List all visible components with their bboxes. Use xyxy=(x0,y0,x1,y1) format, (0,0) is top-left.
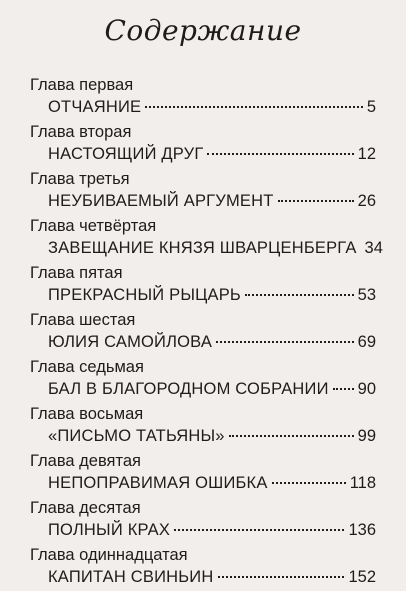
toc-title-line xyxy=(48,473,376,493)
toc-entry xyxy=(0,216,406,262)
page-number: 53 xyxy=(357,286,376,304)
dot-leader xyxy=(229,435,354,437)
toc-title-line xyxy=(48,285,376,305)
dot-leader xyxy=(278,200,354,202)
toc-entry xyxy=(0,263,406,309)
toc-title-line xyxy=(48,332,376,352)
chapter-label: Глава четвёртая xyxy=(30,217,157,235)
chapter-label: Глава восьмая xyxy=(30,405,144,423)
toc-entry xyxy=(0,545,406,591)
dot-leader xyxy=(145,106,363,108)
toc-title-line xyxy=(48,426,376,446)
table-of-contents xyxy=(0,75,406,590)
dot-leader xyxy=(216,341,354,343)
toc-entry xyxy=(0,451,406,497)
toc-entry xyxy=(0,75,406,121)
dot-leader xyxy=(245,294,354,296)
page-number: 5 xyxy=(366,98,376,116)
chapter-label: Глава девятая xyxy=(30,452,141,470)
page-number: 34 xyxy=(364,239,383,257)
page-number: 118 xyxy=(349,474,376,492)
chapter-label: Глава пятая xyxy=(30,264,123,282)
chapter-title: НАСТОЯЩИЙ ДРУГ xyxy=(48,145,204,163)
chapter-title: ПОЛНЫЙ КРАХ xyxy=(48,521,171,539)
page-number: 99 xyxy=(357,427,376,445)
toc-entry xyxy=(0,357,406,403)
chapter-title: НЕУБИВАЕМЫЙ АРГУМЕНТ xyxy=(48,192,274,210)
chapter-label: Глава одиннадцатая xyxy=(30,546,188,564)
chapter-title: «ПИСЬМО ТАТЬЯНЫ» xyxy=(48,427,225,445)
page-number: 26 xyxy=(357,192,376,210)
page-number: 136 xyxy=(348,521,376,539)
toc-title-line xyxy=(48,379,376,399)
toc-title-line xyxy=(48,144,376,164)
dot-leader xyxy=(218,576,345,578)
toc-title-line xyxy=(48,238,383,258)
chapter-label: Глава первая xyxy=(30,76,134,94)
toc-title-line xyxy=(48,97,376,117)
page-number: 69 xyxy=(357,333,376,351)
chapter-title: БАЛ В БЛАГОРОДНОМ СОБРАНИИ xyxy=(48,380,329,398)
dot-leader xyxy=(272,482,346,484)
chapter-label: Глава седьмая xyxy=(30,358,144,376)
toc-title-line xyxy=(48,191,376,211)
chapter-label: Глава третья xyxy=(30,170,130,188)
dot-leader xyxy=(333,388,354,390)
toc-entry xyxy=(0,498,406,544)
toc-title-line xyxy=(48,567,376,587)
toc-entry xyxy=(0,169,406,215)
toc-entry xyxy=(0,122,406,168)
chapter-title: ЗАВЕЩАНИЕ КНЯЗЯ ШВАРЦЕНБЕРГА xyxy=(48,239,357,257)
page-number: 12 xyxy=(357,145,376,163)
chapter-title: КАПИТАН СВИНЬИН xyxy=(48,568,214,586)
toc-title-line xyxy=(48,520,376,540)
page-title: Содержание xyxy=(104,14,302,47)
chapter-title: ОТЧАЯНИЕ xyxy=(48,98,142,116)
chapter-label: Глава десятая xyxy=(30,499,141,517)
chapter-label: Глава шестая xyxy=(30,311,136,329)
chapter-title: ЮЛИЯ САМОЙЛОВА xyxy=(48,333,213,351)
chapter-title: НЕПОПРАВИМАЯ ОШИБКА xyxy=(48,474,268,492)
dot-leader xyxy=(207,153,353,155)
toc-entry xyxy=(0,404,406,450)
toc-entry xyxy=(0,310,406,356)
chapter-title: ПРЕКРАСНЫЙ РЫЦАРЬ xyxy=(48,286,241,304)
chapter-label: Глава вторая xyxy=(30,123,132,141)
page-number: 152 xyxy=(348,568,376,586)
page-number: 90 xyxy=(357,380,376,398)
dot-leader xyxy=(174,529,344,531)
